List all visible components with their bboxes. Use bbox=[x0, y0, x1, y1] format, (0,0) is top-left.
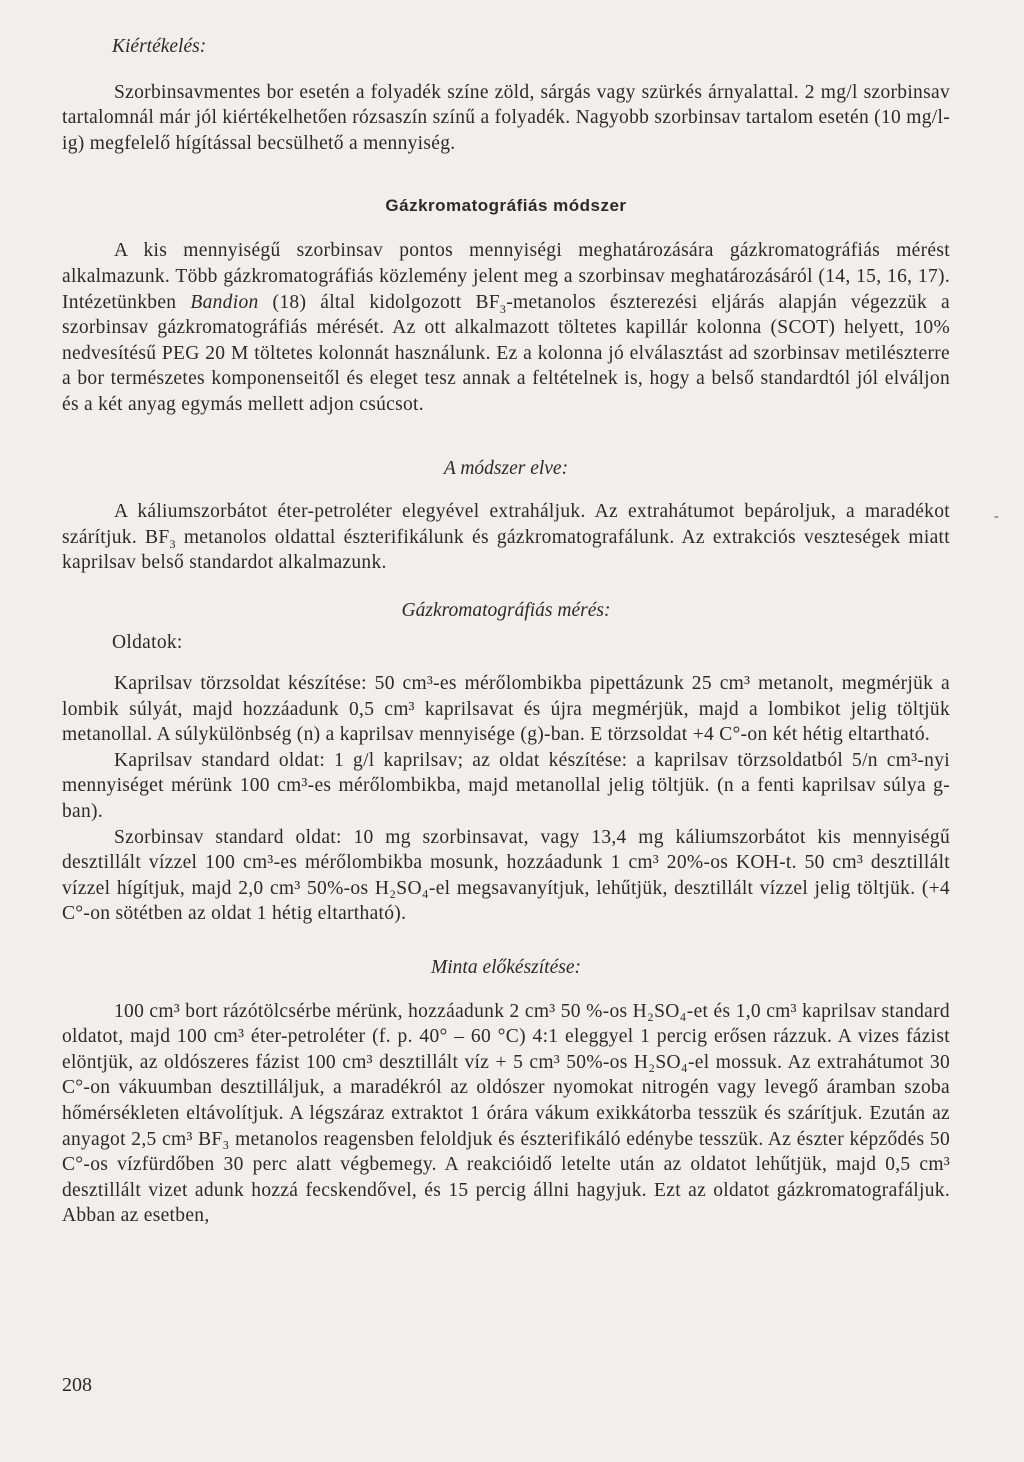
text-segment: -metanolos észterezési eljárás alapján végezzük a szorbinsav gázkromatográfiás mérését. Az ott alkalmazott töltetes kapillár kolonna (SCOT) helyett, 10% nedvesítésű PEG 20 M töltetes kolonnát használunk. Ez a kolonna jó elválasztást ad szorbinsav metilészterre a bor természetes komponenseitől és eleget tesz annak a feltételnek is, hogy a belső standardtól jól elváljon és a két anyag egymás mellett adjon csúcsot. bbox=[62, 291, 950, 415]
paragraph-gazkromatografias-modszer bbox=[62, 238, 950, 417]
paragraph-kiertekeles: Szorbinsavmentes bor esetén a folyadék színe zöld, sárgás vagy szürkés árnyalattal. 2 mg/l szorbinsav tartalomnál már jól kiértékelhetően rózsaszín színű a folyadék. Nagyobb szorbinsav tartalom esetén (10 mg/l-ig) megfelelő hígítással becsülhető a mennyiség. bbox=[62, 81, 950, 154]
section-heading-gazkromatografias-modszer: Gázkromatográfiás módszer bbox=[385, 196, 627, 216]
paragraph-minta-elokeszitese: 100 cm³ bort rázótölcsérbe mérünk, hozzáadunk 2 cm³ 50 %-os H₂SO₄-et és 1,0 cm³ kaprilsav standard oldatot, majd 100 cm³ éter-petroléter (f. p. 40° – 60 °C) 4:1 eleggyel 1 percig erősen rázzuk. A vizes fázist elöntjük, az oldószeres fázist 100 cm³ desztillált víz + 5 cm³ 50%-os H₂SO₄-el mossuk. Az extrahátumot 30 C°-on vákuumban desztilláljuk, a maradékról az oldószer nyomokat nitrogén vagy levegő áramban szoba hőmérsékleten eltávolítjuk. A légszáraz extraktot 1 órára vákum exikkátorba tesszük és szárítjuk. Ezután az anyagot 2,5 cm³ BF₃ metanolos reagensben feloldjuk és észterifikáló edénybe tesszük. Az észter képződés 50 C°-os vízfürdőben 30 perc alatt végbemegy. A reakcióidő letelte után az oldatot lehűtjük, majd 0,5 cm³ desztillált vizet adunk hozzá fecskendővel, és 15 percig állni hagyjuk. Ezt az oldatot gázkromatografáljuk. Abban az esetben, bbox=[62, 1000, 950, 1227]
subscript: 3 bbox=[499, 301, 507, 316]
text-segment: (18) által kidolgozott BF bbox=[258, 291, 500, 313]
author-name: Bandion bbox=[190, 291, 259, 313]
section-heading-kiertekeles: Kiértékelés: bbox=[112, 36, 207, 57]
text-segment: metanolos oldattal észterifikálunk és gázkromatografálunk. Az extrakciós veszteségek miatt kaprilsav belső standardot alkalmazunk. bbox=[62, 526, 950, 574]
text-segment: A kis mennyiségű szorbinsav pontos mennyiségi meghatározására gázkromatográfiás mérést alkalmazunk. Több gázkromatográfiás közlemény jelent meg a szorbinsav meghatározásáról (14, 15, 16, 17). Intézetünkben bbox=[62, 240, 950, 313]
paragraph-kaprilsav-torzsoldat: Kaprilsav törzsoldat készítése: 50 cm³-es mérőlombikba pipettázunk 25 cm³ metanolt, megmérjük a lombik súlyát, majd hozzáadunk 0,5 cm³ kaprilsavat és újra megmérjük, majd a lombikot jelig töltjük metanollal. A súlykülönbség (n) a kaprilsav mennyisége (g)-ban. E törzsoldat +4 C°-on két hétig eltartható. bbox=[62, 673, 950, 746]
section-heading-gazkromatografias-meres: Gázkromatográfiás mérés: bbox=[401, 599, 611, 621]
section-heading-modszer-elve: A módszer elve: bbox=[443, 457, 569, 479]
section-heading-minta-elokeszitese: Minta előkészítése: bbox=[431, 957, 581, 979]
page-number: 208 bbox=[62, 1374, 92, 1396]
paragraph-kaprilsav-standard: Kaprilsav standard oldat: 1 g/l kaprilsav; az oldat készítése: a kaprilsav törzsoldatból 5/n cm³-nyi mennyiséget mérünk 100 cm³-es mérőlombikba, majd metanollal jelig töltjük. (n a fenti kaprilsav súlya g-ban). bbox=[62, 749, 950, 823]
text-segment: A káliumszorbátot éter-petroléter elegyével extraháljuk. Az extrahátumot bepároljuk, a maradékot szárítjuk. BF bbox=[62, 501, 950, 548]
subscript: 3 bbox=[169, 536, 176, 551]
margin-mark: - bbox=[994, 509, 999, 524]
paragraph-modszer-elve bbox=[62, 499, 950, 576]
page-content bbox=[62, 34, 950, 1229]
paragraph-szorbinsav-standard: Szorbinsav standard oldat: 10 mg szorbinsavat, vagy 13,4 mg káliumszorbátot kis mennyiségű desztillált vízzel 100 cm³-es mérőlombikba mosunk, hozzáadunk 1 cm³ 20%-os KOH-t. 50 cm³ desztillált vízzel hígítjuk, majd 2,0 cm³ 50%-os H₂SO₄-el megsavanyítjuk, lehűtjük, desztillált vízzel jelig töltjük. (+4 C°-on sötétben az oldat 1 hétig eltartható). bbox=[62, 826, 950, 925]
label-oldatok: Oldatok: bbox=[112, 631, 183, 653]
